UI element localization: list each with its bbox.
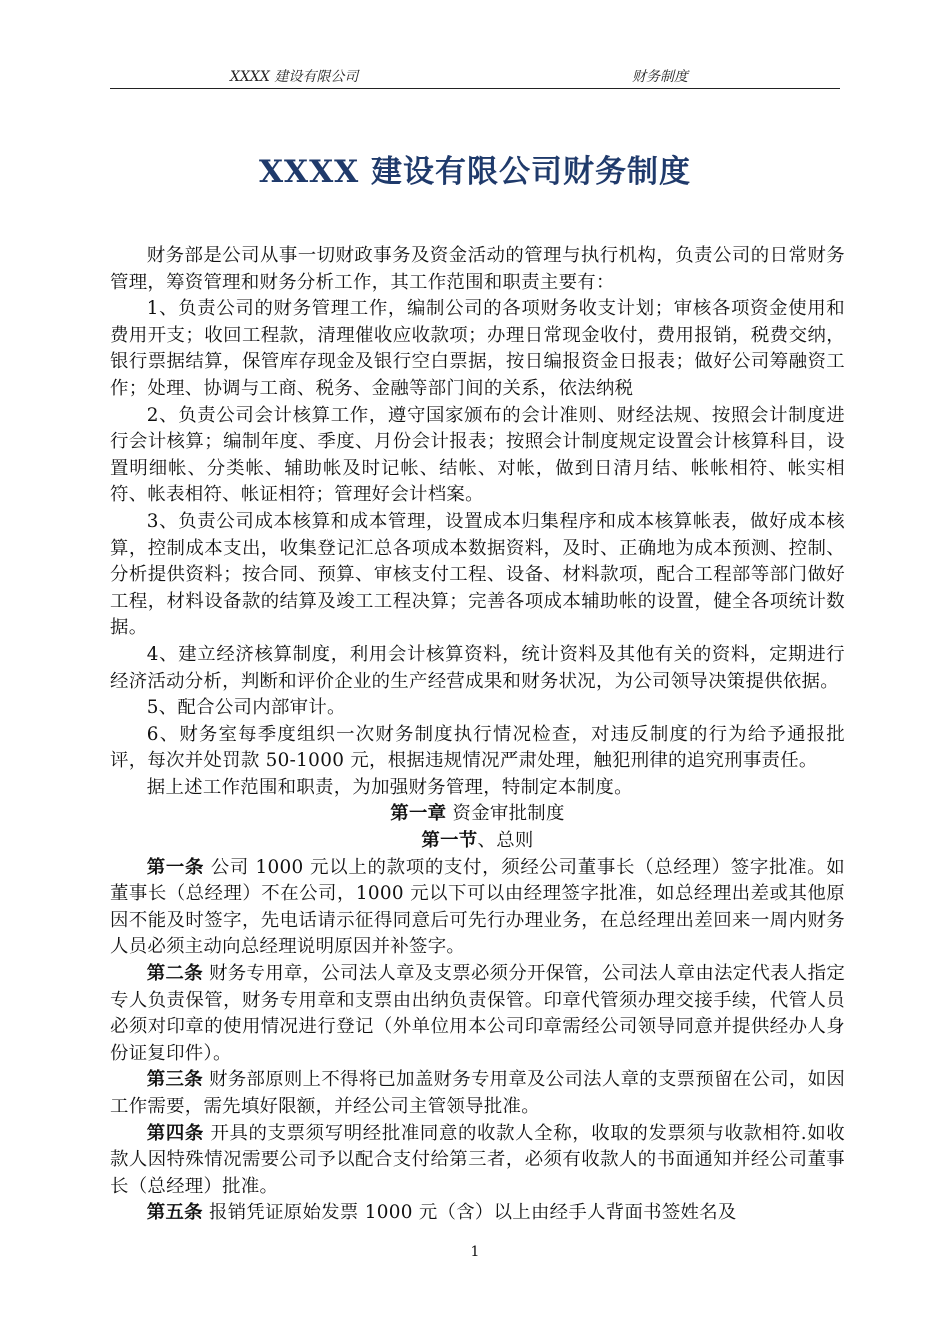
closing-paragraph: 据上述工作范围和职责，为加强财务管理，特制定本制度。 xyxy=(146,776,633,798)
duty-item: 5、配合公司内部审计。 xyxy=(146,697,346,719)
duty-item: 6、财务室每季度组织一次财务制度执行情况检查，对违反制度的行为给予通报批评，每次并处罚款 50-1000 元，根据违规情况严肃处理，触犯刑律的追究刑事责任。 xyxy=(110,723,845,772)
article-paragraph xyxy=(110,1200,845,1227)
duty-item: 1、负责公司的财务管理工作，编制公司的各项财务收支计划；审核各项资金使用和费用开支；收回工程款，清理催收应收款项；办理日常现金收付，费用报销，税费交纳，银行票据结算，保管库存现金及银行空白票据，按日编报资金日报表；做好公司筹融资工作；处理、协调与工商、税务、金融等部门间的关系，依法纳税 xyxy=(110,298,845,399)
document-body xyxy=(110,243,845,1227)
document-title: XXXX 建设有限公司财务制度 xyxy=(258,154,691,190)
article-text: 财务部原则上不得将已加盖财务专用章及公司法人章的支票预留在公司，如因工作需要，需先填好限额，并经公司主管领导批准。 xyxy=(110,1069,846,1117)
article-paragraph xyxy=(110,961,845,1067)
article-paragraph xyxy=(110,1121,845,1201)
section-name: 、总则 xyxy=(477,830,534,852)
article-label: 第二条 xyxy=(146,963,203,985)
article-label: 第五条 xyxy=(146,1202,203,1224)
section-heading xyxy=(110,828,845,855)
duty-item: 4、建立经济核算制度，利用会计核算资料，统计资料及其他有关的资料，定期进行经济活动分析，判断和评价企业的生产经营成果和财务状况，为公司领导决策提供依据。 xyxy=(110,643,845,692)
duty-item: 3、负责公司成本核算和成本管理，设置成本归集程序和成本核算帐表，做好成本核算，控制成本支出，收集登记汇总各项成本数据资料，及时、正确地为成本预测、控制、分析提供资料；按合同、预算、审核支付工程、设备、材料款项，配合工程部等部门做好工程，材料设备款的结算及竣工工程决算；完善各项成本辅助帐的设置，健全各项统计数据。 xyxy=(110,510,845,639)
article-paragraph xyxy=(110,855,845,961)
article-label: 第三条 xyxy=(146,1069,203,1091)
article-text: 公司 1000 元以上的款项的支付，须经公司董事长（总经理）签字批准。如董事长（总经理）不在公司，1000 元以下可以由经理签字批准，如总经理出差或其他原因不能及时签字，先电话请示征得同意后可先行办理业务，在总经理出差回来一周内财务人员必须主动向总经理说明原因并补签字。 xyxy=(110,856,845,958)
page-number: 1 xyxy=(470,1244,480,1260)
chapter-name: 资金审批制度 xyxy=(452,803,565,825)
chapter-label: 第一章 xyxy=(390,803,447,825)
header-company: XXXX 建设有限公司 xyxy=(230,69,359,85)
article-text: 报销凭证原始发票 1000 元（含）以上由经手人背面书签姓名及 xyxy=(209,1202,737,1224)
header-section: 财务制度 xyxy=(632,69,688,85)
section-label: 第一节 xyxy=(421,830,478,852)
page-header xyxy=(110,66,840,89)
article-text: 财务专用章，公司法人章及支票必须分开保管，公司法人章由法定代表人指定专人负责保管，财务专用章和支票由出纳负责保管。印章代管须办理交接手续，代管人员必须对印章的使用情况进行登记（外单位用本公司印章需经公司领导同意并提供经办人身份证复印件）。 xyxy=(110,963,846,1064)
article-paragraph xyxy=(110,1067,845,1120)
duty-item: 2、负责公司会计核算工作，遵守国家颁布的会计准则、财经法规、按照会计制度进行会计核算；编制年度、季度、月份会计报表；按照会计制度规定设置会计核算科目，设置明细帐、分类帐、辅助帐及时记帐、结帐、对帐，做到日清月结、帐帐相符、帐实相符、帐表相符、帐证相符；管理好会计档案。 xyxy=(110,404,845,506)
article-label: 第一条 xyxy=(146,856,205,878)
article-text: 开具的支票须写明经批准同意的收款人全称，收取的发票须与收款相符.如收款人因特殊情况需要公司予以配合支付给第三者，必须有收款人的书面通知并经公司董事长（总经理）批准。 xyxy=(110,1122,845,1197)
article-label: 第四条 xyxy=(146,1122,204,1144)
chapter-heading xyxy=(110,801,845,828)
intro-paragraph: 财务部是公司从事一切财政事务及资金活动的管理与执行机构，负责公司的日常财务管理，筹资管理和财务分析工作，其工作范围和职责主要有： xyxy=(110,245,845,293)
